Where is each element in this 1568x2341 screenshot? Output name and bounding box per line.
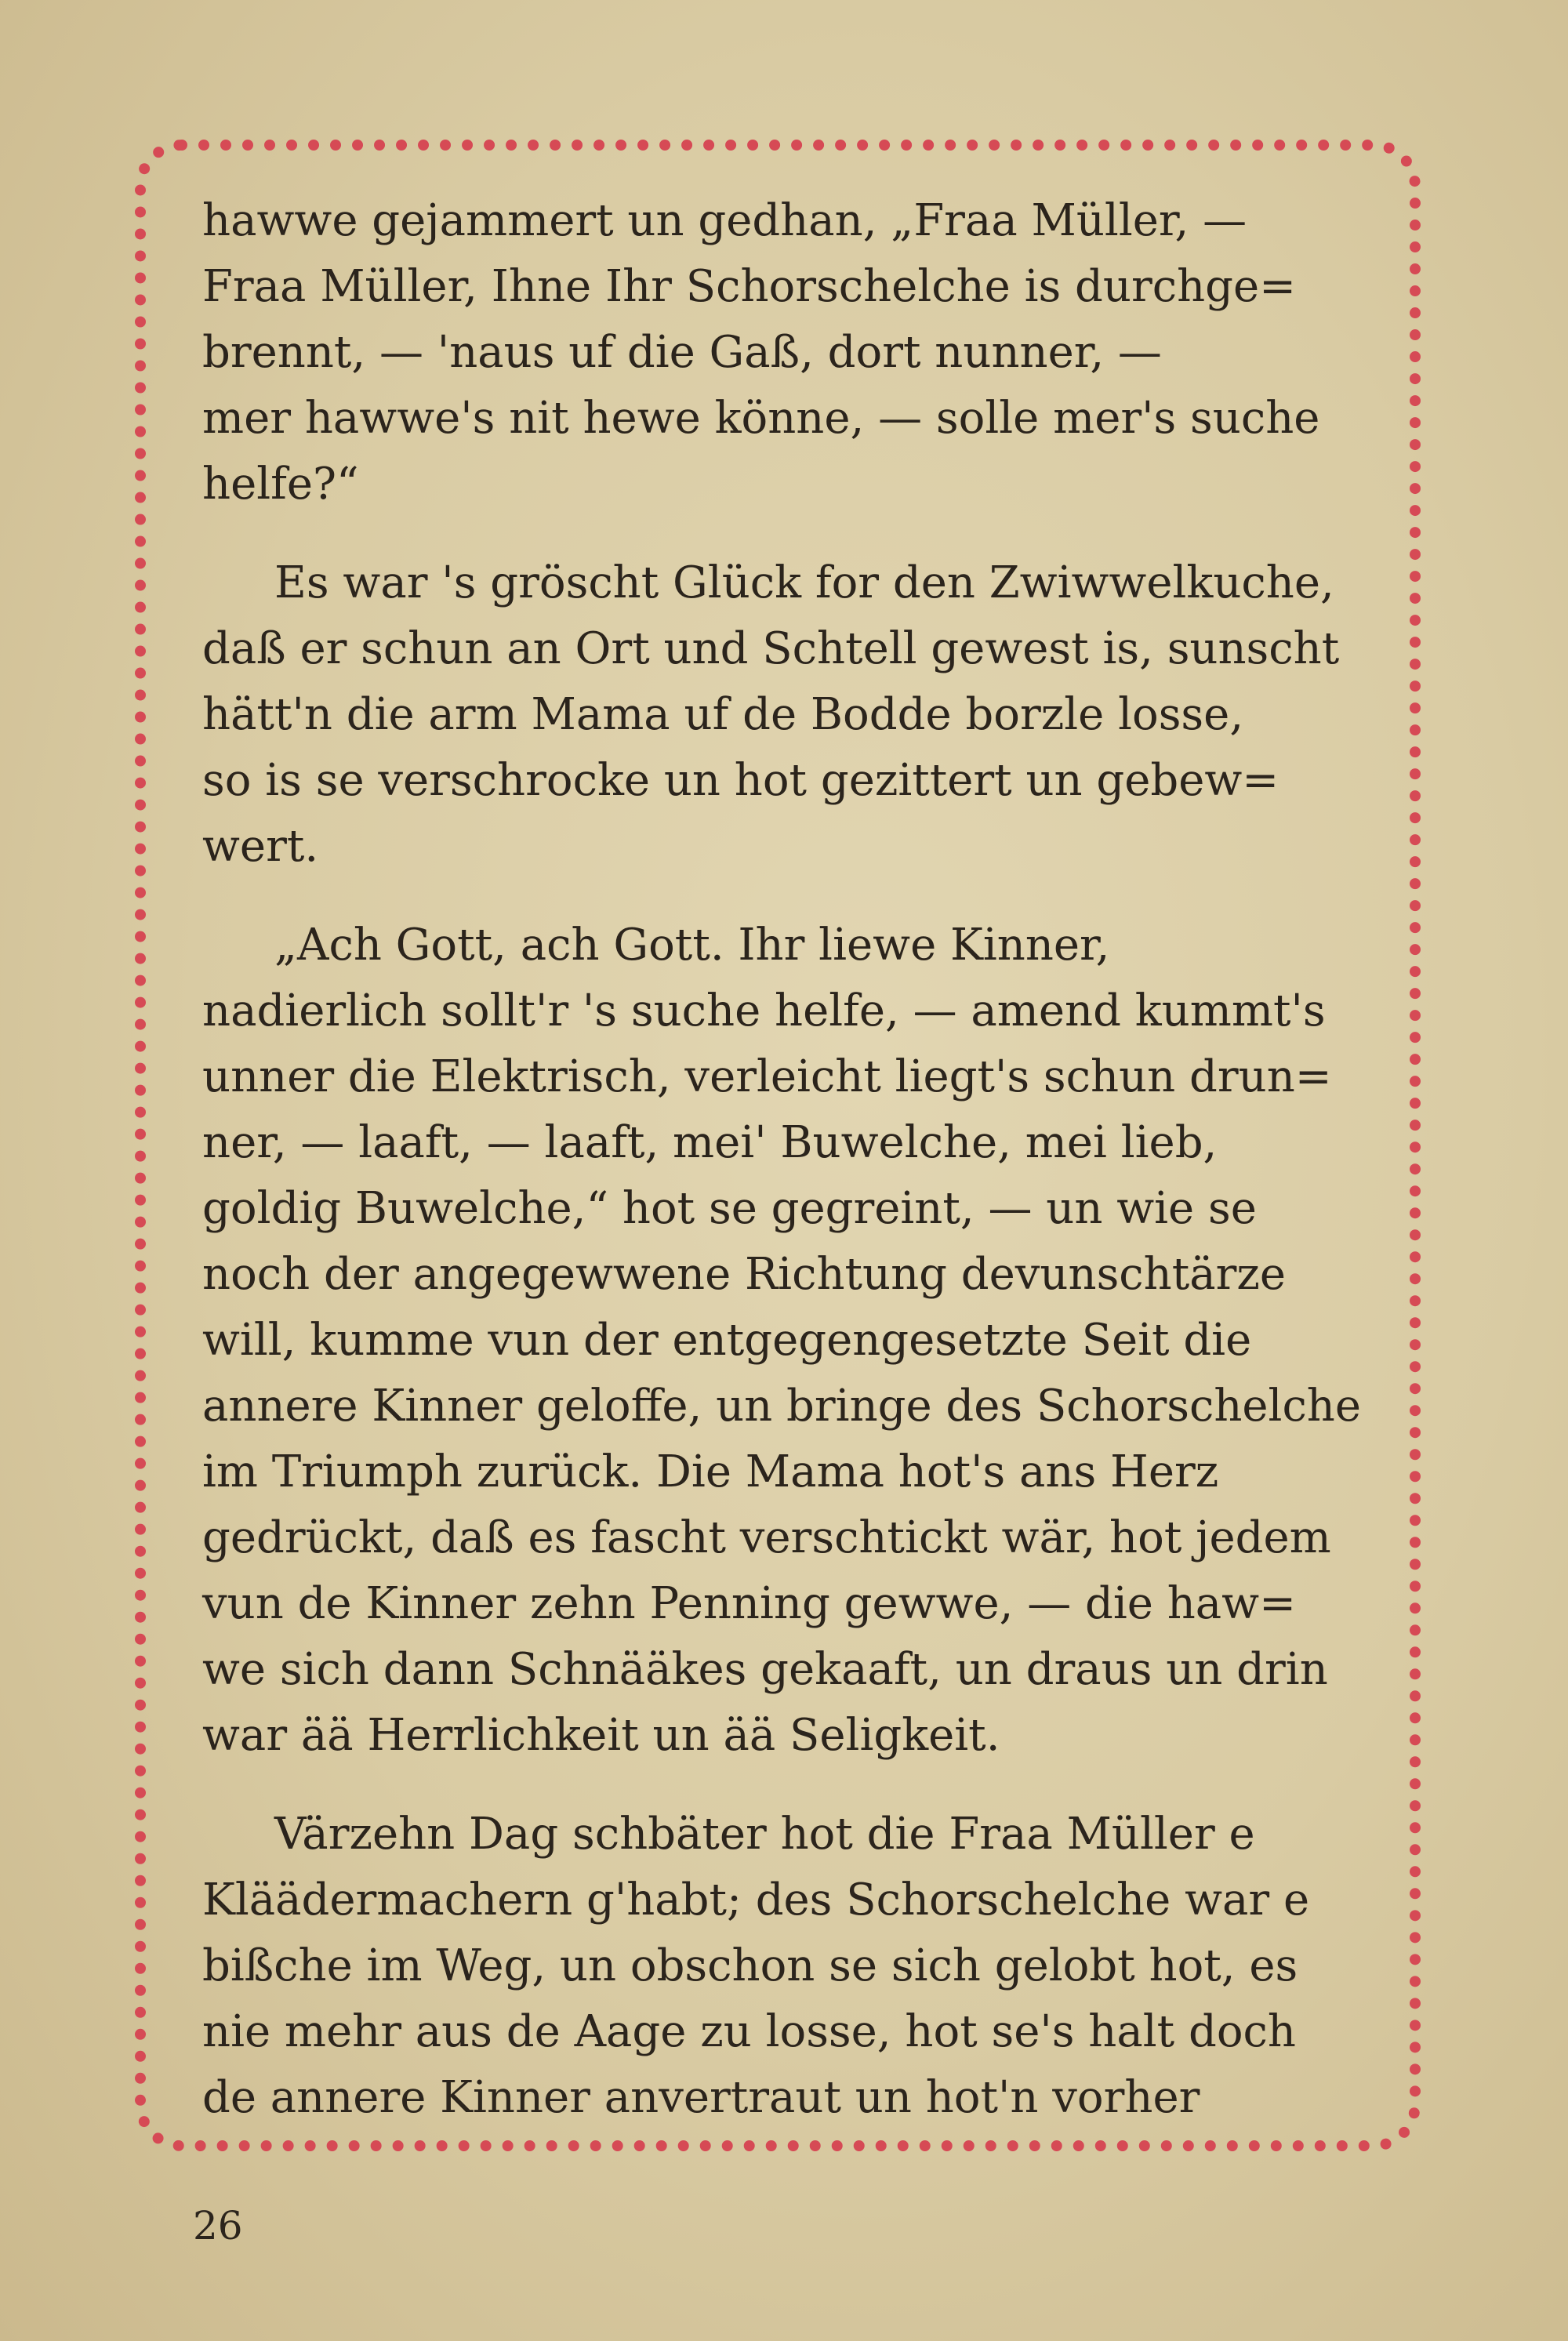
text-block [202,188,1378,2164]
page-number: 26 [193,2203,243,2248]
paragraph-2: Es war 's gröscht Glück for den Zwiwwelkuche, daß er schun an Ort und Schtell gewest is, sunscht hätt'n die arm Mama uf de Bodde borzle losse, so is se verschrocke un hot gezittert un gebew= wert. [202,557,1340,872]
paragraph-3: „Ach Gott, ach Gott. Ihr liewe Kinner, nadierlich sollt'r 's suche helfe, — amend kummt's unner die Elektrisch, verleicht liegt's schun drun= ner, — laaft, — laaft, mei' Buwelche, mei lieb, goldig Buwelche,“ hot se gegreint, — un wie se noch der angegewwene Richtung devunschtärze will, kumme vun der entgegengesetzte Seit die annere Kinner geloffe, un bringe des Schorschelche im Triumph zurück. Die Mama hot's ans Herz gedrückt, daß es fascht verschtickt wär, hot jedem vun de Kinner zehn Penning gewwe, — die haw= we sich dann Schnääkes gekaaft, un draus un drin war ää Herrlichkeit un ää Seligkeit. [202,920,1362,1761]
paragraph-4: Värzehn Dag schbäter hot die Fraa Müller e Kläädermachern g'habt; des Schorschelche war e bißche im Weg, un obschon se sich gelobt hot, es nie mehr aus de Aage zu losse, hot se's halt doch de annere Kinner anvertraut un hot'n vorher [202,1809,1310,2123]
paragraph-1: hawwe gejammert un gedhan, „Fraa Müller, — Fraa Müller, Ihne Ihr Schorschelche is durchge= brennt, — 'naus uf die Gaß, dort nunner, — mer hawwe's nit hewe könne, — solle mer's suche helfe?“ [202,195,1320,510]
